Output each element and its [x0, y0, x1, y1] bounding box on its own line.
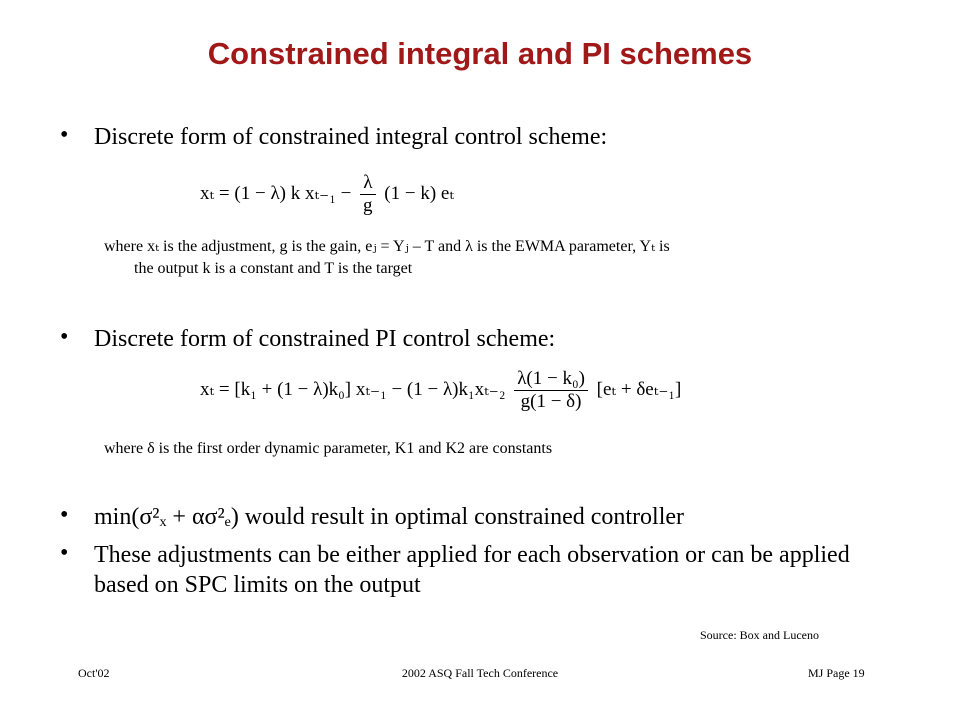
footer-page: MJ Page 19: [808, 666, 865, 680]
pi-equation: [200, 368, 681, 413]
pi-equation-rhs: [eₜ + δeₜ₋₁]: [596, 378, 682, 400]
pi-equation-lhs: xₜ = [k₁ + (1 − λ)k₀] xₜ₋₁ − (1 − λ)k₁xₜ₋₂: [200, 378, 506, 400]
pi-equation-fraction: [514, 368, 588, 413]
pi-note: where δ is the first order dynamic parameter, K1 and K2 are constants: [104, 440, 553, 457]
bullet-pi-scheme: Discrete form of constrained PI control scheme:: [94, 326, 556, 352]
pi-fraction-numerator: λ(1 − k₀): [514, 368, 588, 391]
bullet-marker: •: [60, 540, 69, 566]
integral-fraction-numerator: λ: [360, 172, 376, 195]
integral-equation: [200, 172, 454, 217]
integral-equation-fraction: [360, 172, 376, 217]
slide-title: Constrained integral and PI schemes: [207, 36, 753, 71]
integral-equation-lhs: xₜ = (1 − λ) k xₜ₋₁ −: [200, 182, 352, 204]
footer-conference: 2002 ASQ Fall Tech Conference: [401, 666, 559, 680]
integral-fraction-denominator: g: [363, 195, 373, 216]
bullet-marker: •: [60, 502, 69, 528]
bullet-min-variance: min(σ²ₓ + ασ²ₑ) would result in optimal constrained controller: [94, 504, 685, 530]
source-citation: Source: Box and Luceno: [700, 628, 819, 642]
integral-note: [104, 236, 884, 280]
bullet-integral-scheme: Discrete form of constrained integral control scheme:: [94, 124, 608, 150]
bullet-marker: •: [60, 324, 69, 350]
integral-note-line1: where xₜ is the adjustment, g is the gain, eⱼ = Yⱼ – T and λ is the EWMA parameter, Yₜ is: [104, 238, 670, 255]
bullet-adjustments: These adjustments can be either applied for each observation or can be applied based on SPC limits on the output: [94, 542, 850, 598]
bullet-marker: •: [60, 122, 69, 148]
integral-note-line2: the output k is a constant and T is the target: [134, 260, 413, 277]
footer-date: Oct'02: [78, 666, 110, 680]
pi-fraction-denominator: g(1 − δ): [520, 391, 582, 412]
integral-equation-rhs: (1 − k) eₜ: [384, 182, 455, 204]
